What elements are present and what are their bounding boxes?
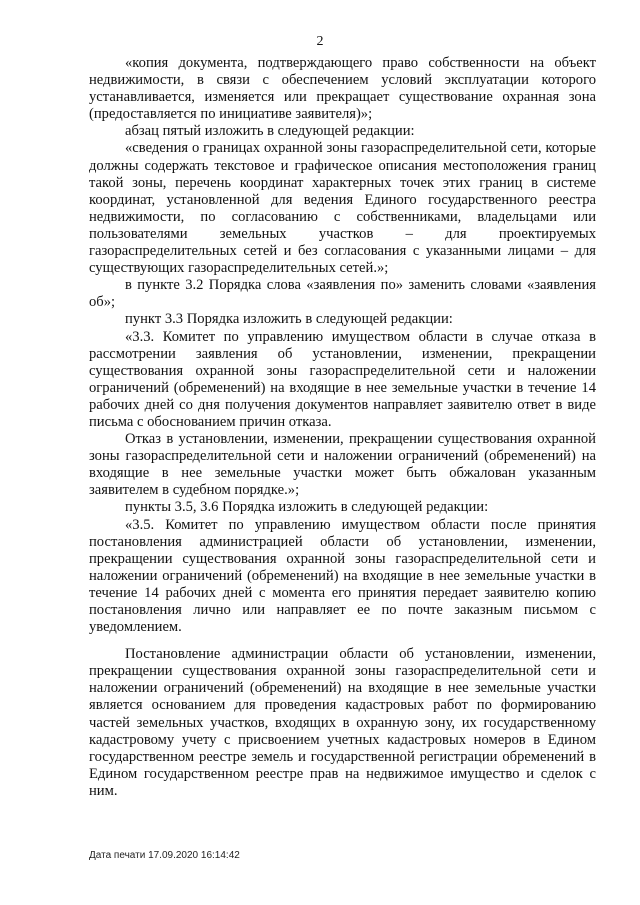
paragraph-refusal-appeal: Отказ в установлении, изменении, прекращении существования охранной зоны газораспределительной сети и наложении ограничений (обременений) на входящие в нее земельные участки может быть обжалован указанным заявителем в судебном порядке.»; (89, 431, 596, 499)
document-body (89, 55, 596, 800)
paragraph-ownership-document: «копия документа, подтверждающего право собственности на объект недвижимости, в связи с обеспечением условий эксплуатации которого устанавливается, изменяется или прекращает существование охранная зона (предоставляется по инициативе заявителя)»; (89, 55, 596, 123)
paragraph-item-3-3: «3.3. Комитет по управлению имуществом области в случае отказа в рассмотрении заявления об установлении, изменении, прекращении существования охранной зоны газораспределительной сети и наложении ограничений (обременений) на входящие в нее земельные участки в течение 14 рабочих дней со дня получения документов направляет заявителю ответ в виде письма с обоснованием причин отказа. (89, 328, 596, 430)
paragraph-zone-boundaries: «сведения о границах охранной зоны газораспределительной сети, которые должны содержать текстовое и графическое описания местоположения границ такой зоны, перечень координат характерных точек этих границ в системе координат, установленной для ведения Единого государственного реестра недвижимости, по согласованию с собственниками, владельцами или пользователями земельных участков – для проектируемых газораспределительных сетей и без согласования с указанными лицами – для существующих газораспределительных сетей.»; (89, 140, 596, 277)
paragraph-fifth-clause-intro: абзац пятый изложить в следующей редакции: (125, 123, 415, 140)
page-number: 2 (316, 34, 324, 49)
paragraph-item-3-2: в пункте 3.2 Порядка слова «заявления по» заменить словами «заявления об»; (89, 277, 596, 311)
paragraph-item-3-3-intro: пункт 3.3 Порядка изложить в следующей редакции: (125, 311, 453, 328)
paragraph-resolution-basis: Постановление администрации области об установлении, изменении, прекращении существования охранной зоны газораспределительной сети и наложении ограничений (обременений) на входящие в нее земельные участки является основанием для проведения кадастровых работ по формированию частей земельных участков, входящих в охранную зону, их государственному кадастровому учету с присвоением учетных кадастровых номеров в Едином государственном реестре земель и государственной регистрации обременений в Едином государственном реестре прав на недвижимое имущество и сделок с ним. (89, 646, 596, 799)
paragraph-items-3-5-3-6-intro: пункты 3.5, 3.6 Порядка изложить в следующей редакции: (125, 499, 489, 516)
paragraph-item-3-5: «3.5. Комитет по управлению имуществом области после принятия постановления администрацией области об установлении, изменении, прекращении существования охранной зоны газораспределительной сети и наложении ограничений (обременений) на входящие в нее земельные участки в течение 14 рабочих дней с момента его принятия передает заявителю копию постановления лично или направляет ее по почте заказным письмом с уведомлением. (89, 516, 596, 636)
print-date: Дата печати 17.09.2020 16:14:42 (89, 850, 240, 861)
